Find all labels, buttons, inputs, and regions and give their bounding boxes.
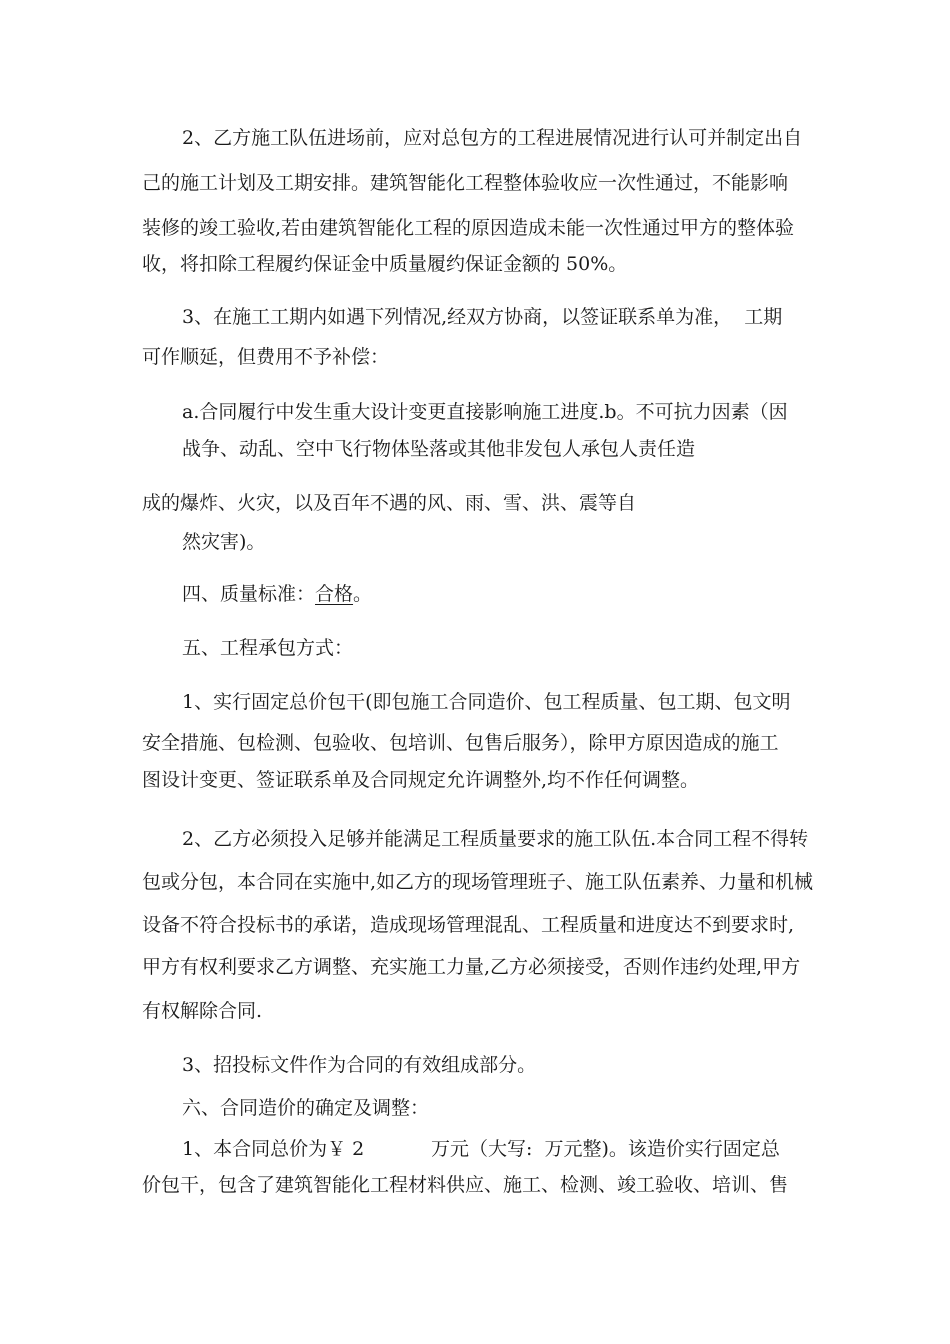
- paragraph-2-line-2: 己的施工计划及工期安排。建筑智能化工程整体验收应一次性通过，不能影响: [142, 172, 789, 194]
- section-4-heading: [182, 582, 372, 606]
- section-5-item-2-line-5: 有权解除合同.: [142, 1000, 263, 1022]
- section-6-heading: 六、合同造价的确定及调整：: [182, 1097, 430, 1119]
- paragraph-3-line-2: 可作顺延，但费用不予补偿：: [142, 346, 390, 368]
- section-5-item-1-line-1: 1、实行固定总价包干(即包施工合同造价、包工程质量、包工期、包文明: [182, 691, 791, 713]
- paragraph-2-line-1: 2、乙方施工队伍进场前，应对总包方的工程进展情况进行认可并制定出自: [182, 127, 803, 149]
- paragraph-2-line-3: 装修的竣工验收,若由建筑智能化工程的原因造成未能一次性通过甲方的整体验: [142, 217, 795, 239]
- contract-price-suffix: 万元（大写: 万元整)。该造价实行固定总: [431, 1138, 780, 1160]
- quality-standard-value: 合格: [315, 583, 354, 605]
- section-5-item-2-line-3: 设备不符合投标书的承诺，造成现场管理混乱、工程质量和进度达不到要求时,: [142, 914, 795, 936]
- clause-a-line-3: 成的爆炸、火灾，以及百年不遇的风、雨、雪、洪、震等自: [142, 492, 637, 514]
- contract-price-prefix: 1、本合同总价为￥ 2: [182, 1138, 365, 1160]
- clause-a-line-2: 战争、动乱、空中飞行物体坠落或其他非发包人承包人责任造: [182, 438, 696, 460]
- clause-a-line-1: a.合同履行中发生重大设计变更直接影响施工进度.b。不可抗力因素（因: [182, 401, 788, 423]
- section-5-item-1-line-2: 安全措施、包检测、包验收、包培训、包售后服务），除甲方原因造成的施工: [142, 732, 779, 754]
- quality-standard-label: 四、质量标准：: [182, 583, 316, 605]
- clause-a-line-4: 然灾害)。: [182, 531, 266, 553]
- section-5-item-1-line-3: 图设计变更、签证联系单及合同规定允许调整外,均不作任何调整。: [142, 769, 700, 791]
- paragraph-3-line-1: 3、在施工工期内如遇下列情况,经双方协商，以签证联系单为准， 工期: [182, 306, 783, 328]
- section-5-item-3: 3、招投标文件作为合同的有效组成部分。: [182, 1054, 537, 1076]
- section-5-item-2-line-1: 2、乙方必须投入足够并能满足工程质量要求的施工队伍.本合同工程不得转: [182, 828, 809, 850]
- section-6-item-1-line-2: 价包干，包含了建筑智能化工程材料供应、施工、检测、竣工验收、培训、售: [142, 1174, 789, 1196]
- section-5-item-2-line-2: 包或分包，本合同在实施中,如乙方的现场管理班子、施工队伍素养、力量和机械: [142, 871, 814, 893]
- section-5-item-2-line-4: 甲方有权利要求乙方调整、充实施工力量,乙方必须接受，否则作违约处理,甲方: [142, 956, 801, 978]
- section-5-heading: 五、工程承包方式：: [182, 637, 354, 659]
- paragraph-2-line-4: 收，将扣除工程履约保证金中质量履约保证金额的 50%。: [142, 253, 628, 275]
- quality-standard-period: 。: [353, 583, 373, 605]
